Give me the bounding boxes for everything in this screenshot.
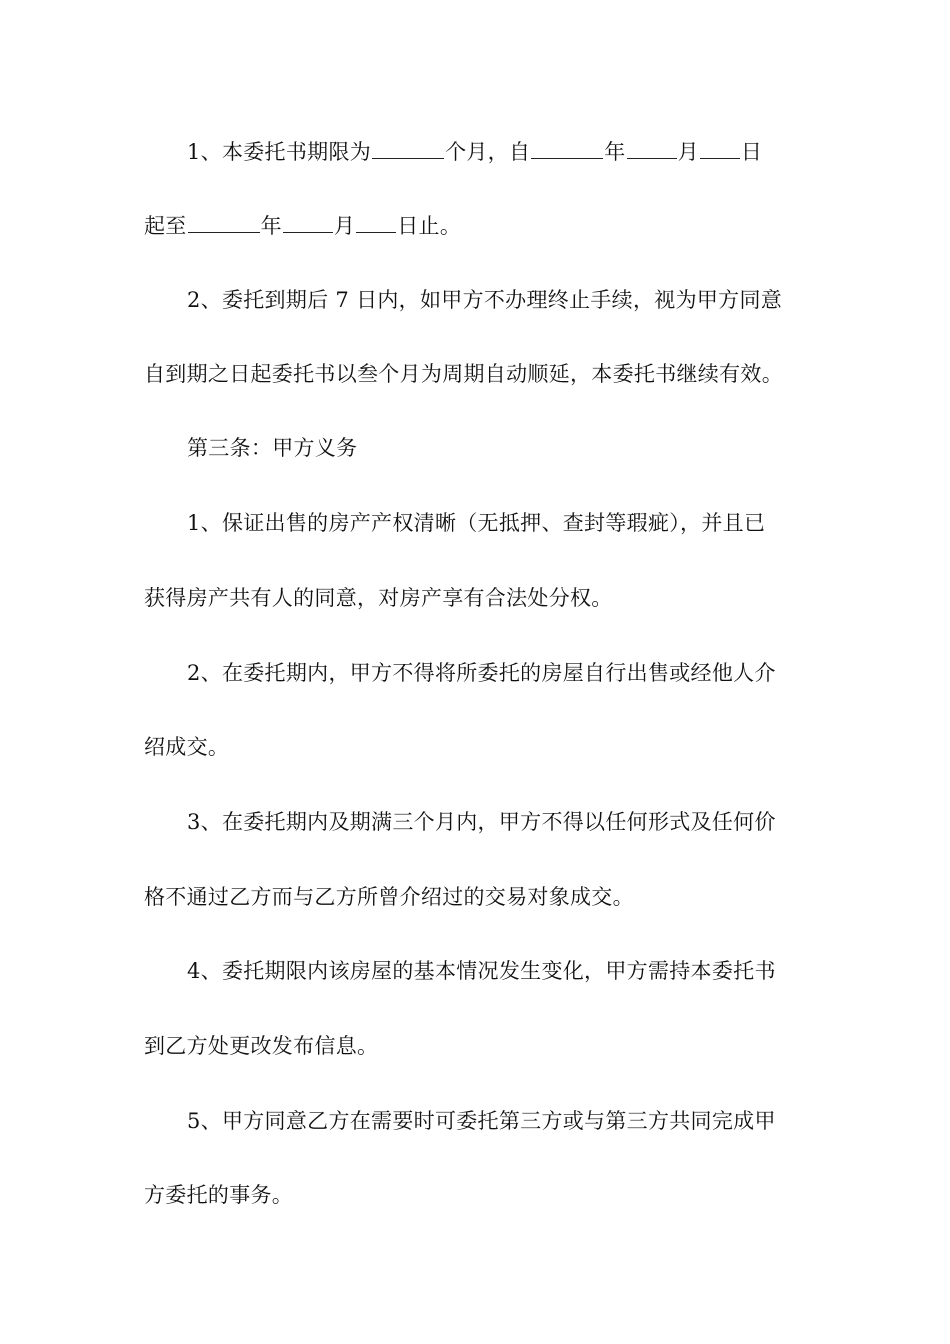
clause-period-line-2	[144, 211, 814, 241]
paragraph-line: 2、在委托期内，甲方不得将所委托的房屋自行出售或经他人介	[187, 661, 776, 685]
paragraph-line: 格不通过乙方而与乙方所曾介绍过的交易对象成交。	[144, 885, 634, 909]
clause-text: 年	[260, 214, 282, 238]
end-month-blank	[283, 212, 333, 233]
paragraph-line: 2、委托到期后 7 日内，如甲方不办理终止手续，视为甲方同意	[187, 288, 783, 312]
start-day-blank	[700, 138, 740, 159]
paragraph-line: 到乙方处更改发布信息。	[144, 1034, 379, 1058]
start-month-blank	[627, 138, 677, 159]
clause-text: 1、本委托书期限为	[187, 140, 372, 164]
article-heading: 第三条：甲方义务	[187, 436, 358, 460]
end-day-blank	[356, 212, 396, 233]
clause-text: 日止。	[397, 214, 462, 238]
clause-text: 年	[604, 140, 626, 164]
paragraph-line: 5、甲方同意乙方在需要时可委托第三方或与第三方共同完成甲	[187, 1109, 776, 1133]
paragraph-line: 1、保证出售的房产产权清晰（无抵押、查封等瑕疵），并且已	[187, 511, 766, 535]
clause-text: 起至	[144, 214, 187, 238]
paragraph-line: 4、委托期限内该房屋的基本情况发生变化，甲方需持本委托书	[187, 959, 776, 983]
clause-text: 月	[677, 140, 699, 164]
end-year-blank	[188, 212, 260, 233]
clause-text: 月	[333, 214, 356, 238]
start-year-blank	[531, 138, 603, 159]
paragraph-line: 3、在委托期内及期满三个月内，甲方不得以任何形式及任何价	[187, 810, 776, 834]
clause-text: 日	[740, 140, 763, 164]
months-blank	[372, 138, 444, 159]
paragraph-line: 自到期之日起委托书以叁个月为周期自动顺延，本委托书继续有效。	[144, 362, 783, 386]
clause-period-line-1	[187, 137, 857, 167]
clause-text: 个月，自	[445, 140, 531, 164]
paragraph-line: 获得房产共有人的同意，对房产享有合法处分权。	[144, 586, 613, 610]
paragraph-line: 方委托的事务。	[144, 1183, 294, 1207]
paragraph-line: 绍成交。	[144, 735, 230, 759]
